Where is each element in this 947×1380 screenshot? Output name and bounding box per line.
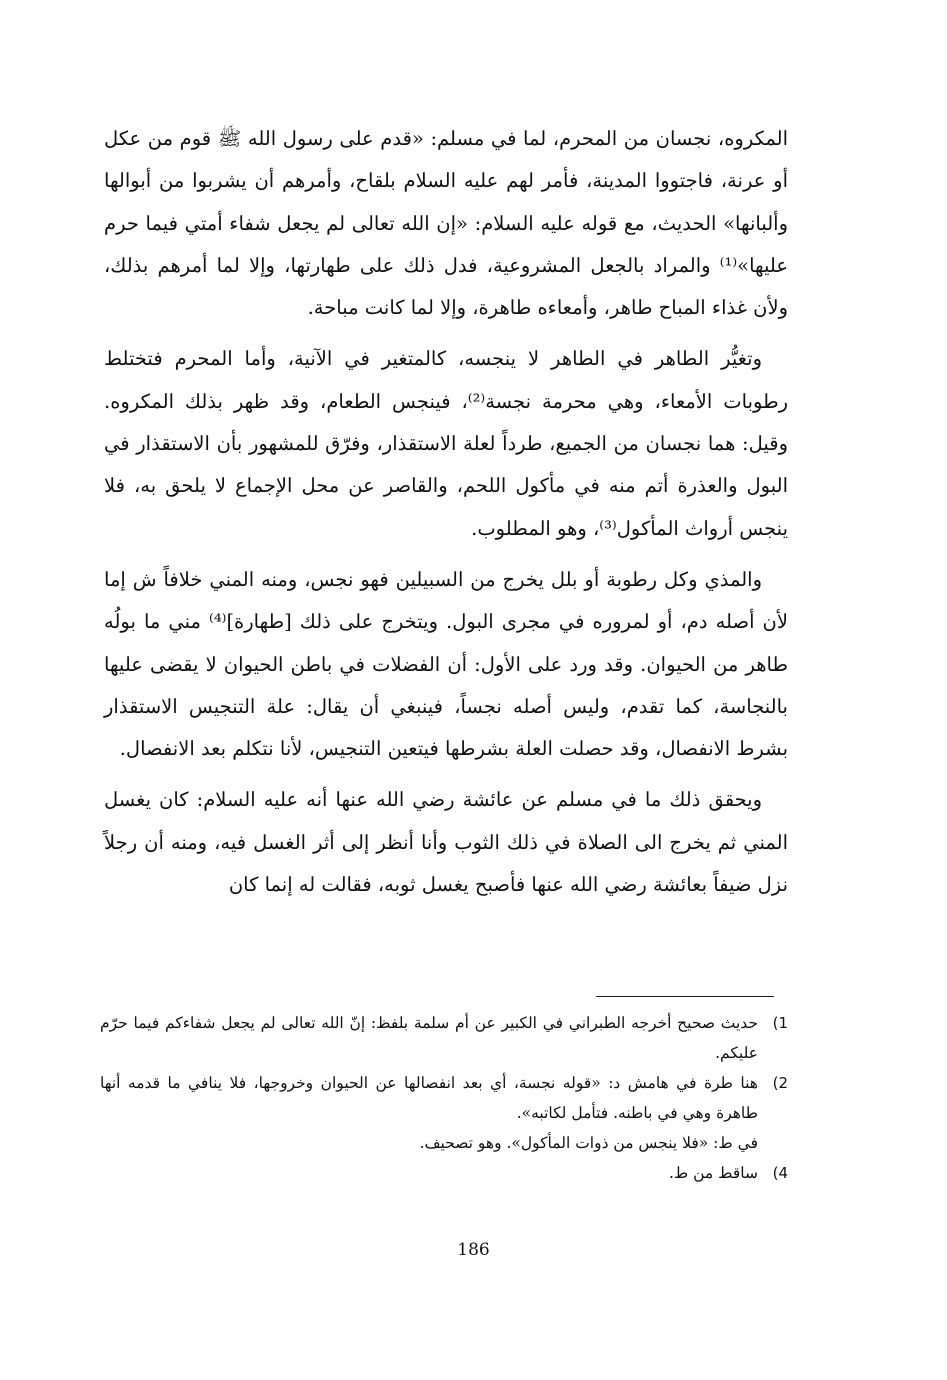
footnote-text: في ط: «فلا ينجس من ذوات المأكول». وهو تصحيف. xyxy=(419,1134,758,1152)
footnote xyxy=(100,1158,788,1188)
main-text xyxy=(104,118,788,915)
footnote-text: ساقط من ط. xyxy=(668,1164,758,1182)
footnote-number: 4) xyxy=(772,1164,788,1182)
paragraph: ويحقق ذلك ما في مسلم عن عائشة رضي الله عنها أنه عليه السلام: كان يغسل المني ثم يخرج الى الصلاة في ذلك الثوب وأنا أنظر إلى أثر الغسل فيه، ومنه أن رجلاً نزل ضيفاً بعائشة رضي الله عنها فأصبح يغسل ثوبه، فقالت له إنما كان xyxy=(104,788,788,897)
footnote xyxy=(100,1068,788,1128)
footnote-number: 2) xyxy=(772,1074,788,1092)
page-number: 186 xyxy=(457,1240,490,1260)
footnote-number: 1) xyxy=(772,1014,788,1032)
footnotes xyxy=(100,1008,788,1188)
footnote-separator xyxy=(596,996,774,997)
footnote-text: حديث صحيح أخرجه الطبراني في الكبير عن أم سلمة بلفظ: إنّ الله تعالى لم يجعل شفاءكم فيما حرّم عليكم. xyxy=(100,1014,758,1062)
paragraph: وتغيُّر الطاهر في الطاهر لا ينجسه، كالمتغير في الآنية، وأما المحرم فتختلط رطوبات الأمعاء، وهي محرمة نجسة⁽²⁾، فينجس الطعام، وقد ظهر بذلك المكروه. وقيل: هما نجسان من الجميع، طرداً لعلة الاستقذار، وفرّق للمشهور بأن الاستقذار في البول والعذرة أتم منه في مأكول اللحم، والقاصر عن محل الإجماع لا يلحق به، فلا ينجس أرواث المأكول⁽³⁾، وهو المطلوب. xyxy=(104,347,789,540)
paragraph: والمذي وكل رطوبة أو بلل يخرج من السبيلين فهو نجس، ومنه المني خلافاً ش إما لأن أصله دم، أو لمروره في مجرى البول. ويتخرج على ذلك [طهارة]⁽⁴⁾ مني ما بولُه طاهر من الحيوان. وقد ورد على الأول: أن الفضلات في باطن الحيوان لا يقضى عليها بالنجاسة، كما تقدم، وليس أصله نجساً، فينبغي أن يقال: علة التنجيس الاستقذار بشرط الانفصال، وقد حصلت العلة بشرطها فيتعين التنجيس، لأنا نتكلم بعد الانفصال. xyxy=(104,567,788,761)
footnote xyxy=(100,1008,788,1068)
footnote-text: هنا طرة في هامش د: «قوله نجسة، أي بعد انفصالها عن الحيوان وخروجها، فلا ينافي ما قدمه أنها طاهرة وهي في باطنه. فتأمل لكاتبه». xyxy=(100,1074,758,1122)
paragraph: المكروه، نجسان من المحرم، لما في مسلم: «قدم على رسول الله ﷺ قوم من عكل أو عرنة، فاجتووا المدينة، فأمر لهم عليه السلام بلقاح، وأمرهم أن يشربوا من أبوالها وألبانها» الحديث، مع قوله عليه السلام: «إن الله تعالى لم يجعل شفاء أمتي فيما حرم عليها»⁽¹⁾ والمراد بالجعل المشروعية، فدل ذلك على طهارتها، وإلا لما أمرهم بذلك، ولأن غذاء المباح طاهر، وأمعاءه طاهرة، وإلا لما كانت مباحة. xyxy=(104,127,788,320)
footnote xyxy=(100,1128,788,1158)
